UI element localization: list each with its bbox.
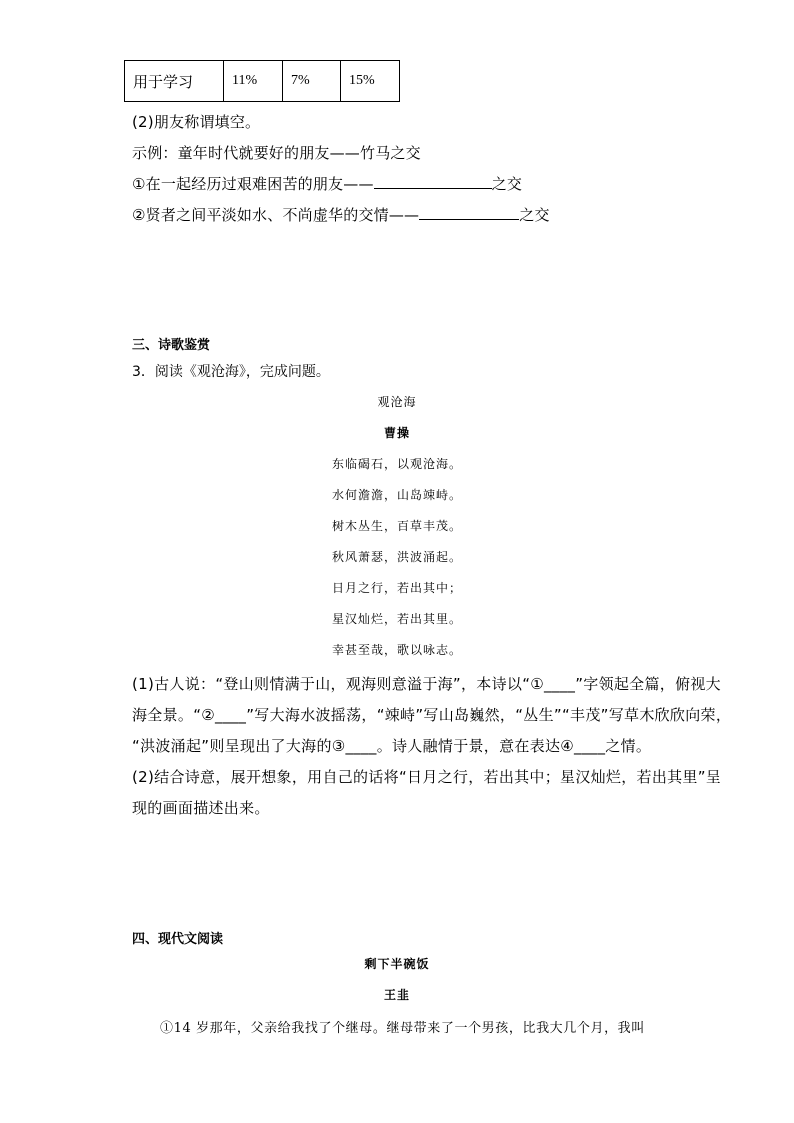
data-table [124, 60, 400, 102]
poem-line: 树木丛生，百草丰茂。 [331, 519, 462, 533]
sub-question-2-line: 现的画面描述出来。 [132, 799, 270, 817]
fill-item-2-prefix: ②贤者之间平淡如水、不尚虚华的交情—— [132, 206, 420, 224]
table-cell: 用于学习 [125, 61, 224, 102]
fill-item-2 [132, 204, 550, 225]
answer-blank-1[interactable] [374, 174, 492, 189]
article-title: 剩下半碗饭 [364, 957, 430, 971]
table-cell: 11% [224, 61, 283, 102]
section-title-reading: 四、现代文阅读 [132, 932, 224, 947]
answer-blank-2[interactable] [419, 205, 519, 220]
poem-line: 秋风萧瑟，洪波涌起。 [331, 550, 462, 564]
poem-line: 日月之行，若出其中； [331, 581, 462, 595]
poem-line: 星汉灿烂，若出其里。 [331, 612, 462, 626]
example-line: 示例：童年时代就要好的朋友——竹马之交 [132, 144, 421, 162]
sub-question-1-line: (1)古人说：“登山则情满于山，观海则意溢于海”，本诗以“①____”字领起全篇，俯视大 [132, 675, 721, 693]
question-3: 3．阅读《观沧海》，完成问题。 [132, 364, 330, 380]
table-cell: 7% [283, 61, 341, 102]
poem-title: 观沧海 [377, 395, 417, 409]
table-row [125, 61, 400, 102]
fill-item-1 [132, 173, 522, 194]
sub-question-1-line: “洪波涌起”则呈现出了大海的③____。诗人融情于景，意在表达④____之情。 [132, 737, 652, 755]
poem-author: 曹操 [383, 426, 410, 440]
poem-line: 幸甚至哉，歌以咏志。 [331, 643, 462, 657]
poem-line: 水何澹澹，山岛竦峙。 [331, 488, 462, 502]
article-paragraph: ①14 岁那年，父亲给我找了个继母。继母带来了一个男孩，比我大几个月，我叫 [160, 1021, 645, 1036]
fill-item-1-suffix: 之交 [491, 175, 523, 193]
table-cell: 15% [341, 61, 400, 102]
sub-question-1-line: 海全景。“②____”写大海水波摇荡，“竦峙”写山岛巍然，“丛生”“丰茂”写草木欣欣向荣， [132, 706, 732, 724]
poem-line: 东临碣石，以观沧海。 [331, 457, 462, 471]
section-title-poetry: 三、诗歌鉴赏 [132, 338, 211, 353]
fill-item-2-suffix: 之交 [519, 206, 550, 224]
sub-question-2-line: (2)结合诗意，展开想象，用自己的话将“日月之行，若出其中；星汉灿烂，若出其里”呈 [132, 768, 722, 786]
article-author: 王韭 [383, 988, 410, 1002]
question-prompt: (2)朋友称谓填空。 [132, 113, 261, 131]
fill-item-1-prefix: ①在一起经历过艰难困苦的朋友—— [132, 175, 374, 193]
